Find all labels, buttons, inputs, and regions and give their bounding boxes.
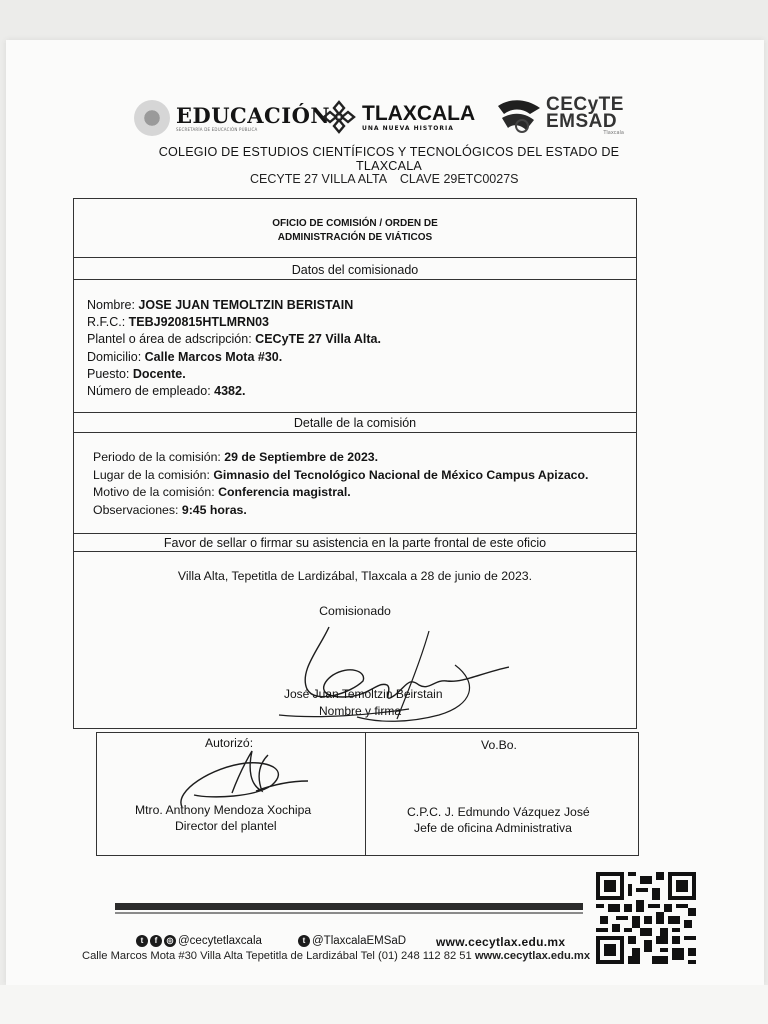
comisionado-label: Comisionado <box>319 604 391 618</box>
comisionado-fields <box>74 297 636 400</box>
college-name: COLEGIO DE ESTUDIOS CIENTÍFICOS Y TECNOLÓGICOS DEL ESTADO DE TLAXCALA <box>158 145 620 173</box>
field-observaciones <box>93 502 636 520</box>
divider <box>365 733 366 855</box>
field-periodo <box>93 449 636 467</box>
detalle-fields <box>74 449 636 519</box>
educacion-logo-text: EDUCACIÓN <box>176 102 331 128</box>
field-value: 9:45 horas. <box>181 502 247 517</box>
campus-clave: CLAVE 29ETC0027S <box>399 172 519 186</box>
field-puesto <box>87 366 636 383</box>
attendance-instruction: Favor de sellar o firmar su asistencia en la parte frontal de este oficio <box>163 536 547 550</box>
field-value: Docente. <box>132 366 186 381</box>
social-links-cecyte <box>136 935 262 947</box>
tlaxcala-logo <box>322 100 475 134</box>
divider <box>74 279 636 280</box>
field-label: R.F.C.: <box>87 315 129 330</box>
place-date: Villa Alta, Tepetitla de Lardizábal, Tlaxcala a 28 de junio de 2023. <box>177 569 533 583</box>
emsad-logo-text: EMSAD <box>546 111 618 132</box>
section-header-comisionado: Datos del comisionado <box>291 263 419 277</box>
jefe-oficina-name: C.P.C. J. Edmundo Vázquez José <box>407 805 590 819</box>
field-label: Domicilio: <box>87 349 145 364</box>
scan-background <box>0 985 768 1024</box>
authorization-box <box>96 732 639 856</box>
field-value: CECyTE 27 Villa Alta. <box>255 332 381 347</box>
social-handle: @TlaxcalaEMSaD <box>312 935 407 947</box>
cecyte-emblem-icon <box>496 96 542 136</box>
autorizo-label: Autorizó: <box>205 736 254 750</box>
facebook-icon: f <box>150 935 162 947</box>
field-value: Conferencia magistral. <box>218 485 351 499</box>
footer-bar <box>115 903 583 910</box>
field-label: Observaciones: <box>93 502 182 517</box>
section-header-detalle: Detalle de la comisión <box>293 416 417 430</box>
field-value: Gimnasio del Tecnológico Nacional de México Campus Apizaco. <box>213 467 589 482</box>
divider <box>74 551 636 552</box>
instagram-icon: ◎ <box>164 935 176 947</box>
form-title-line-1: OFICIO DE COMISIÓN / ORDEN DE <box>272 218 438 229</box>
twitter-icon: t <box>136 935 148 947</box>
field-rfc <box>87 314 636 331</box>
director-role: Director del plantel <box>175 819 277 833</box>
field-label: Puesto: <box>87 366 133 381</box>
director-name: Mtro. Anthony Mendoza Xochipa <box>135 803 312 817</box>
tlaxcala-emblem-icon <box>322 100 356 134</box>
footer-address <box>82 950 590 962</box>
divider <box>74 257 636 258</box>
field-plantel <box>87 331 636 348</box>
field-value: 29 de Septiembre de 2023. <box>224 450 379 464</box>
cecyte-emsad-logo <box>496 96 624 136</box>
cecyte-logo-subtext: Tlaxcala <box>603 130 624 136</box>
field-label: Periodo de la comisión: <box>93 450 225 464</box>
national-seal-icon <box>134 100 170 136</box>
tlaxcala-logo-subtext: UNA NUEVA HISTORIA <box>362 124 454 132</box>
divider <box>74 412 636 413</box>
field-domicilio <box>87 349 636 366</box>
social-handle: @cecytetlaxcala <box>178 935 262 947</box>
divider <box>74 432 636 433</box>
header-logos <box>134 96 654 146</box>
educacion-logo <box>134 100 330 136</box>
comisionado-role: Nombre y firma <box>319 704 402 718</box>
field-label: Motivo de la comisión: <box>93 485 219 499</box>
field-nombre <box>87 297 636 314</box>
comisionado-name: José Juan Temoltzin Beirstain <box>284 687 443 701</box>
tlaxcala-logo-text: TLAXCALA <box>362 101 476 125</box>
form-title <box>74 217 636 245</box>
twitter-icon: t <box>298 935 310 947</box>
field-label: Número de empleado: <box>87 384 215 399</box>
field-value: JOSE JUAN TEMOLTZIN BERISTAIN <box>138 298 354 312</box>
field-motivo <box>93 484 636 502</box>
field-value: Calle Marcos Mota #30. <box>144 349 283 364</box>
address-text: Calle Marcos Mota #30 Villa Alta Tepetitla de Lardizábal Tel (01) 248 112 82 51 <box>82 950 475 962</box>
cecyte-logo-text: CECyTE <box>546 94 624 115</box>
social-links-emsad <box>298 935 406 947</box>
commission-form <box>73 198 637 729</box>
website-link: www.cecytlax.edu.mx <box>436 935 566 949</box>
field-label: Plantel o área de adscripción: <box>87 332 256 347</box>
field-numero-empleado <box>87 383 636 400</box>
field-value: 4382. <box>214 384 246 399</box>
form-title-line-2: ADMINISTRACIÓN DE VIÁTICOS <box>277 232 433 243</box>
field-value: TEBJ920815HTLMRN03 <box>128 315 270 330</box>
educacion-logo-subtext: SECRETARÍA DE EDUCACIÓN PÚBLICA <box>176 126 258 132</box>
vobo-label: Vo.Bo. <box>481 738 517 752</box>
footer-bar-thin <box>115 912 583 914</box>
address-website: www.cecytlax.edu.mx <box>474 950 591 962</box>
campus-line <box>250 172 519 186</box>
field-lugar <box>93 467 636 485</box>
jefe-oficina-role: Jefe de oficina Administrativa <box>414 821 572 835</box>
qr-code-icon <box>596 872 696 964</box>
field-label: Nombre: <box>87 298 139 312</box>
campus-name: CECYTE 27 VILLA ALTA <box>250 172 387 186</box>
field-label: Lugar de la comisión: <box>93 467 214 482</box>
